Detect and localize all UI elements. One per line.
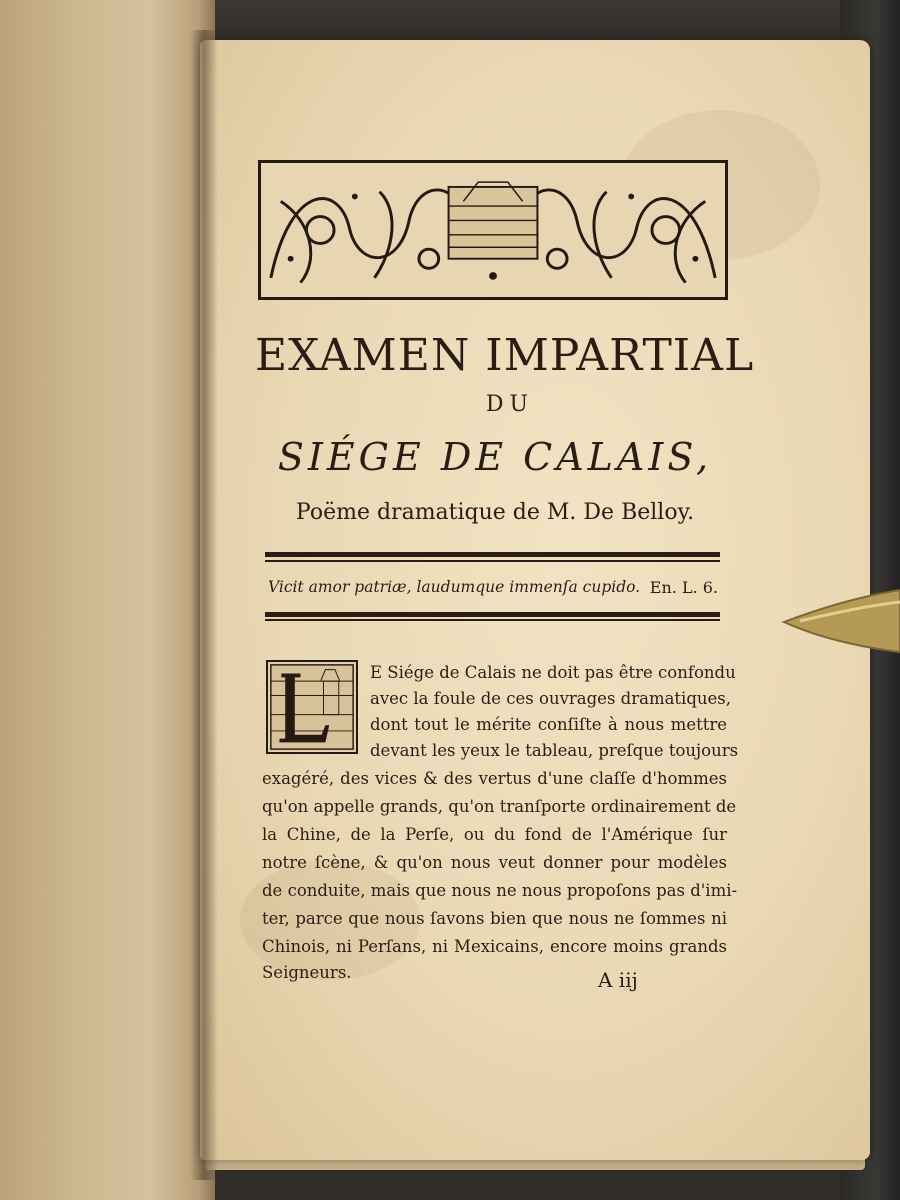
body-line: de conduite, mais que nous ne nous propoſons pas d'imi-	[262, 881, 738, 900]
rule-bottom-thin	[265, 619, 720, 621]
left-page	[0, 0, 215, 1200]
body-line: Chinois, ni Perſans, ni Mexicains, encore moins grands	[262, 937, 727, 956]
body-line: notre ſcène, & qu'on nous veut donner pour modèles	[262, 853, 727, 872]
decorated-initial-letter	[266, 660, 358, 754]
page-subtitle: SIÉGE DE CALAIS,	[277, 435, 713, 479]
body-line: ter, parce que nous ſavons bien que nous ne ſommes ni	[262, 909, 727, 928]
page-pointer-tool	[780, 588, 900, 654]
epigraph-quote: Vicit amor patriæ, laudumque immenſa cupido.	[268, 578, 641, 596]
book-gutter	[190, 30, 218, 1180]
rule-top	[265, 552, 720, 557]
body-line: devant les yeux le tableau, preſque toujours	[370, 741, 739, 760]
body-line: avec la foule de ces ouvrages dramatiques,	[370, 689, 732, 708]
epigraph	[268, 578, 718, 596]
page-title: EXAMEN IMPARTIAL	[255, 330, 755, 381]
body-line: dont tout le mérite conſiſte à nous mettre	[370, 715, 727, 734]
body-line: Seigneurs.	[262, 963, 352, 982]
byline: Poëme dramatique de M. De Belloy.	[295, 500, 695, 525]
title-connector: DU	[485, 392, 535, 417]
body-line: la Chine, de la Perſe, ou du fond de l'Amérique ſur	[262, 825, 727, 844]
rule-bottom	[265, 612, 720, 617]
signature-mark: A iij	[598, 968, 638, 992]
epigraph-source: En. L. 6.	[649, 578, 718, 597]
body-line: exagéré, des vices & des vertus d'une claſſe d'hommes	[262, 769, 727, 788]
body-line: E Siége de Calais ne doit pas être confondu	[370, 663, 736, 682]
rule-top-thin	[265, 560, 720, 562]
body-line: qu'on appelle grands, qu'on tranſporte ordinairement de	[262, 797, 737, 816]
ornamental-headpiece	[258, 160, 728, 300]
